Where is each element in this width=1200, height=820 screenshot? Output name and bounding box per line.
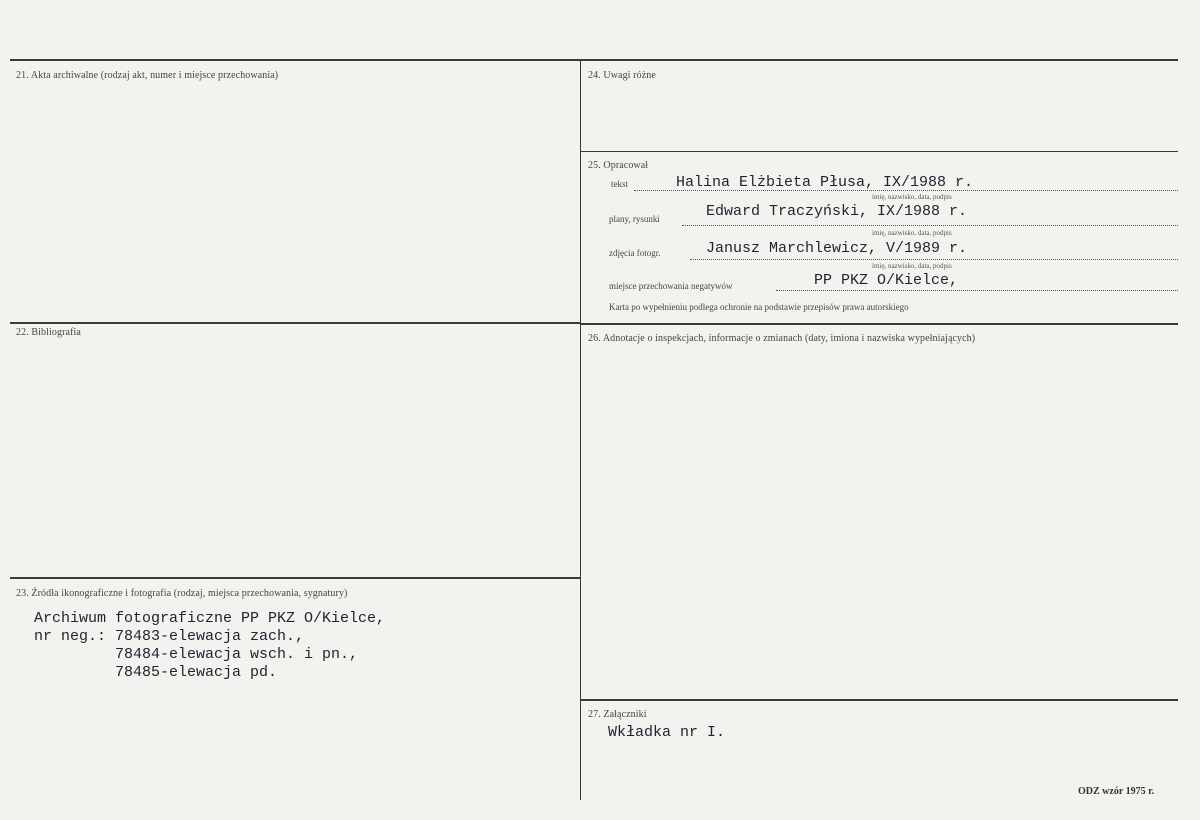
- section-23-label: 23. Źródła ikonograficzne i fotografia (rodzaj, miejsca przechowania, sygnatury): [16, 588, 348, 599]
- section-23-line-3: 78484-elewacja wsch. i pn.,: [34, 646, 359, 663]
- divider-24-25: [581, 151, 1178, 152]
- plany-line: [682, 225, 1178, 226]
- section-27-label: 27. Załączniki: [588, 709, 647, 720]
- plany-value: Edward Traczyński, IX/1988 r.: [706, 203, 968, 220]
- center-divider: [580, 60, 581, 800]
- section-21-label: 21. Akta archiwalne (rodzaj akt, numer i miejsce przechowania): [16, 70, 279, 81]
- tekst-label: tekst: [611, 179, 628, 189]
- negatywy-value: PP PKZ O/Kielce,: [814, 272, 959, 289]
- copyright-notice: Karta po wypełnieniu podlega ochronie na podstawie przepisów prawa autorskiego: [609, 302, 909, 312]
- plany-label: plany, rysunki: [609, 214, 660, 224]
- tekst-value: Halina Elżbieta Płusa, IX/1988 r.: [676, 174, 974, 191]
- divider-26-27: [581, 699, 1178, 701]
- section-27-value: Wkładka nr I.: [608, 724, 726, 741]
- zdjecia-label: zdjęcia fotogr.: [609, 248, 661, 258]
- section-23-line-4: 78485-elewacja pd.: [34, 664, 278, 681]
- section-22-label: 22. Bibliografia: [16, 327, 81, 338]
- divider-21-22: [10, 322, 581, 324]
- top-border: [10, 59, 1178, 61]
- negatywy-line: [776, 290, 1178, 291]
- section-25-label: 25. Opracował: [588, 160, 649, 171]
- caption-3: imię, nazwisko, data, podpis: [872, 262, 952, 270]
- zdjecia-line: [690, 259, 1178, 260]
- section-26-label: 26. Adnotacje o inspekcjach, informacje o zmianach (daty, imiona i nazwiska wypełniających): [588, 333, 976, 344]
- section-23-line-2: nr neg.: 78483-elewacja zach.,: [34, 628, 305, 645]
- section-23-line-1: Archiwum fotograficzne PP PKZ O/Kielce,: [34, 610, 386, 627]
- caption-2: imię, nazwisko, data, podpis: [872, 229, 952, 237]
- zdjecia-value: Janusz Marchlewicz, V/1989 r.: [706, 240, 968, 257]
- negatywy-label: miejsce przechowania negatywów: [609, 281, 733, 291]
- form-version-footer: ODZ wzór 1975 r.: [1078, 786, 1155, 797]
- caption-1: imię, nazwisko, data, podpis: [872, 193, 952, 201]
- divider-25-26: [581, 323, 1178, 325]
- section-24-label: 24. Uwagi różne: [588, 70, 656, 81]
- divider-22-23: [10, 577, 581, 579]
